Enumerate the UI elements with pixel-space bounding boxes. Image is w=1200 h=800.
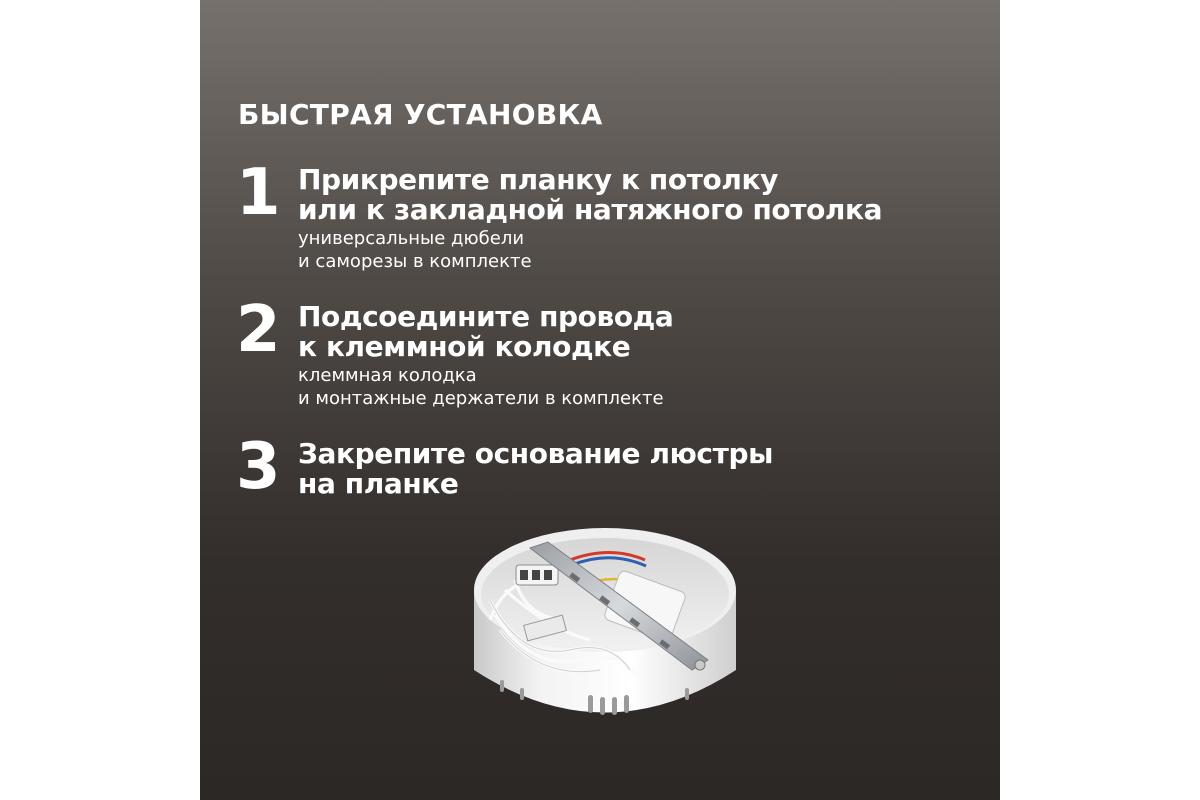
step-number: 3 [236, 430, 281, 504]
step-note [298, 364, 978, 410]
step-heading-line: или к закладной натяжного потолка [298, 193, 883, 226]
info-card [200, 0, 1000, 800]
step-heading-line: Прикрепите планку к потолку [298, 163, 778, 196]
step-body [298, 439, 978, 499]
step-body [298, 165, 978, 273]
step-heading [298, 165, 978, 225]
step-heading-line: Подсоедините провода [298, 300, 674, 333]
step-heading [298, 439, 978, 499]
step-note-line: клеммная колодка [298, 365, 477, 386]
step-heading-line: к клеммной колодке [298, 330, 631, 363]
step-note [298, 227, 978, 273]
card-title: БЫСТРАЯ УСТАНОВКА [238, 98, 603, 131]
ceiling-base-image [460, 520, 750, 750]
step-note-line: и монтажные держатели в комплекте [298, 388, 664, 409]
step-note-line: и саморезы в комплекте [298, 251, 532, 272]
step-heading [298, 302, 978, 362]
step-number: 2 [236, 293, 281, 367]
step-heading-line: на планке [298, 467, 459, 500]
step-body [298, 302, 978, 410]
step-heading-line: Закрепите основание люстры [298, 437, 774, 470]
step-note-line: универсальные дюбели [298, 228, 525, 249]
step-number: 1 [236, 156, 281, 230]
